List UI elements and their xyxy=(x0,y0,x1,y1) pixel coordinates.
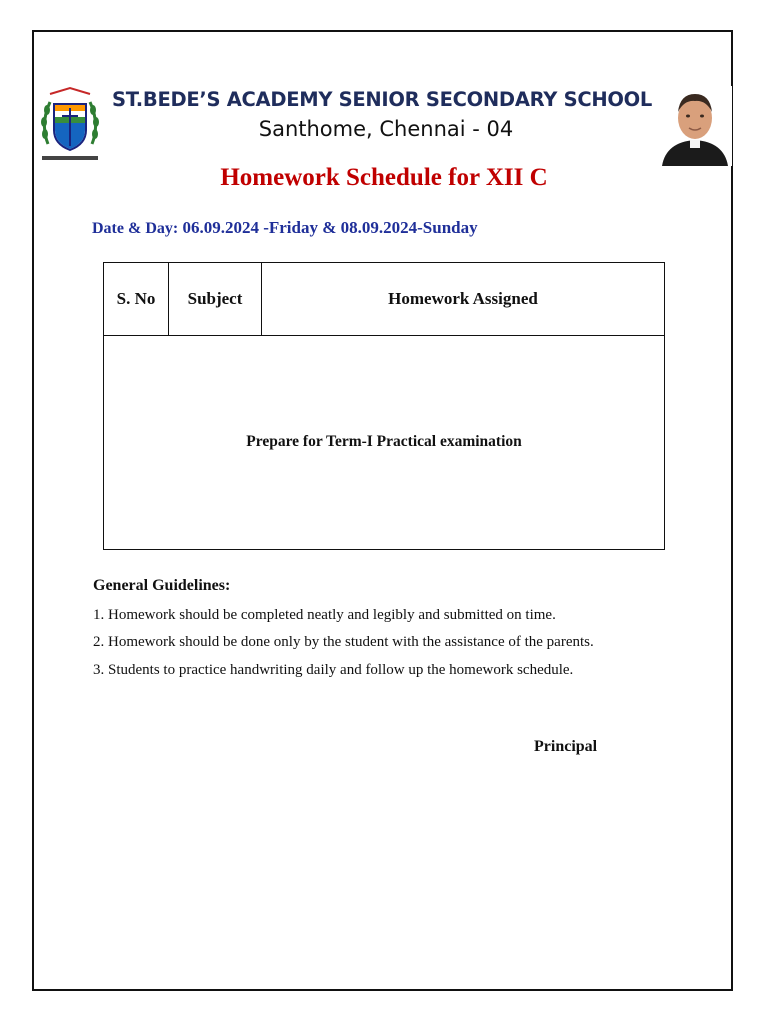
guidelines-title: General Guidelines: xyxy=(93,577,231,594)
guideline-item: 2. Homework should be done only by the student with the assistance of the parents. xyxy=(93,634,594,650)
school-name: ST.BEDE’S ACADEMY SENIOR SECONDARY SCHOOL xyxy=(112,88,653,111)
guideline-item: 3. Students to practice handwriting daily and follow up the homework schedule. xyxy=(93,662,574,678)
date-line xyxy=(92,218,478,238)
page-title: Homework Schedule for XII C xyxy=(220,164,548,191)
homework-table xyxy=(103,262,665,550)
school-location: Santhome, Chennai - 04 xyxy=(258,117,514,141)
table-body-text: Prepare for Term-I Practical examination xyxy=(246,433,522,450)
column-header-subject: Subject xyxy=(169,263,262,335)
table-header xyxy=(104,263,664,336)
date-value: 06.09.2024 -Friday & 08.09.2024-Sunday xyxy=(182,218,478,237)
column-header-sno: S. No xyxy=(104,263,169,335)
date-label: Date & Day: xyxy=(92,220,179,237)
principal-signature-label: Principal xyxy=(534,738,598,755)
column-header-homework: Homework Assigned xyxy=(388,289,538,308)
guideline-item: 1. Homework should be completed neatly and legibly and submitted on time. xyxy=(93,607,556,623)
